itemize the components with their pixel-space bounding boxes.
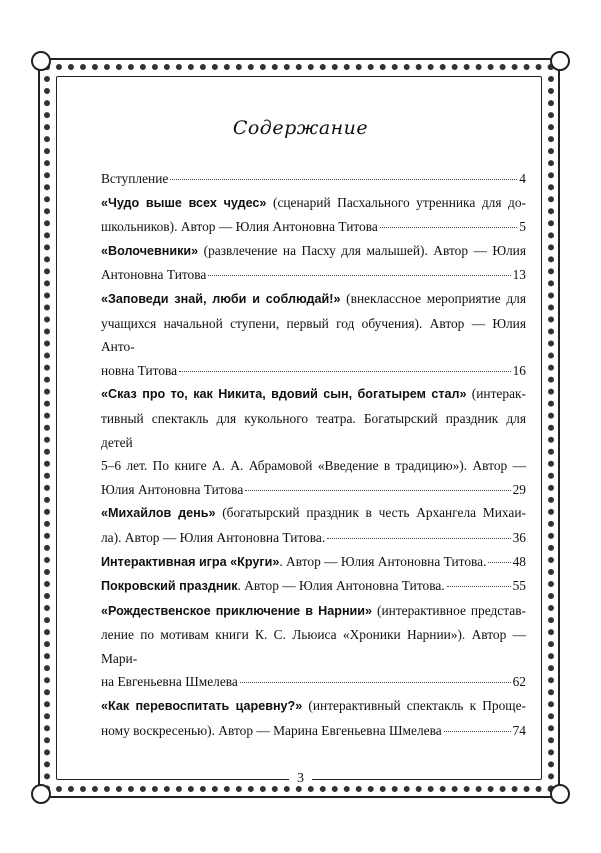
toc-entry-text: тивный спектакль для кукольного театра. Богатырский праздник для детей: [101, 410, 526, 450]
toc-entry-text: Юлия Антоновна Титова: [101, 481, 244, 497]
corner-ornament-top-right: [550, 51, 570, 71]
toc-page-number: 48: [512, 553, 526, 569]
toc-entry-text: (развлечение на Пасху для малышей). Автор — Юлия: [198, 242, 526, 258]
toc-entry[interactable]: [101, 550, 526, 575]
toc-entry[interactable]: [101, 167, 526, 191]
toc-entry-title: Интерактивная игра «Круги»: [101, 554, 280, 569]
toc-entry-text: школьников). Автор — Юлия Антоновна Титова: [101, 219, 378, 235]
toc-entry-text: ление по мотивам книги К. С. Льюиса «Хроники Нарнии»). Автор — Мари-: [101, 627, 526, 666]
toc-entry-text: ла). Автор — Юлия Антоновна Титова.: [101, 529, 326, 545]
corner-ornament-bottom-right: [550, 784, 570, 804]
toc-entry[interactable]: [101, 501, 526, 549]
toc-entry-text: (интерактивное представ-: [372, 602, 526, 618]
corner-ornament-bottom-left: [31, 784, 51, 804]
toc-page-number: 36: [512, 529, 526, 545]
toc-entry[interactable]: [101, 191, 526, 239]
dot-leader: [179, 371, 510, 372]
table-of-contents: [101, 167, 526, 742]
toc-page-number: 16: [512, 362, 526, 378]
dot-leader: [240, 682, 511, 683]
toc-entry-title: «Сказ про то, как Никита, вдовий сын, богатырем стал»: [101, 387, 467, 402]
toc-entry-title: «Михайлов день»: [101, 506, 216, 521]
toc-entry-text: (внеклассное мероприятие для: [340, 290, 526, 306]
toc-entry[interactable]: [101, 694, 526, 742]
toc-entry-text: . Автор — Юлия Антоновна Титова.: [279, 553, 487, 569]
corner-ornament-top-left: [31, 51, 51, 71]
toc-page-number: 5: [519, 219, 526, 235]
page-title: Содержание: [232, 117, 369, 139]
toc-entry-text: на Евгеньевна Шмелева: [101, 674, 238, 690]
toc-entry-text: (интерактивный спектакль к Проще-: [302, 698, 526, 714]
page-number: 3: [0, 771, 601, 787]
toc-entry-text: Вступление: [101, 171, 169, 186]
toc-entry-title: «Заповеди знай, люби и соблюдай!»: [101, 291, 341, 306]
dot-leader: [447, 586, 511, 587]
toc-page-number: 74: [512, 722, 526, 738]
dot-leader: [488, 562, 510, 563]
toc-entry-title: Покровский праздник: [101, 579, 238, 594]
dot-leader: [380, 227, 517, 228]
toc-entry-text: (сценарий Пасхального утренника для до-: [266, 194, 526, 210]
toc-page-number: 4: [519, 171, 526, 186]
dot-leader: [327, 538, 510, 539]
dot-leader: [170, 179, 517, 180]
toc-page-number: 29: [512, 481, 526, 497]
toc-entry-title: «Волочевники»: [101, 243, 199, 258]
toc-entry-title: «Чудо выше всех чудес»: [101, 195, 267, 210]
toc-entry[interactable]: [101, 574, 526, 599]
dot-leader: [444, 731, 511, 732]
toc-entry[interactable]: [101, 287, 526, 382]
toc-entry-text: новна Титова: [101, 362, 178, 378]
toc-page-number: 13: [512, 267, 526, 283]
toc-entry-text: Антоновна Титова: [101, 267, 207, 283]
toc-entry-text: (интерак-: [466, 386, 526, 402]
toc-entry-text: ному воскресенью). Автор — Марина Евгеньевна Шмелева: [101, 722, 442, 738]
dot-leader: [208, 275, 510, 276]
toc-entry-text: . Автор — Юлия Антоновна Титова.: [237, 578, 445, 594]
toc-entry-text: (богатырский праздник в честь Архангела Михаи-: [215, 505, 526, 521]
toc-entry-title: «Как перевоспитать царевну?»: [101, 699, 303, 714]
toc-entry[interactable]: [101, 599, 526, 694]
dot-leader: [245, 490, 510, 491]
toc-entry[interactable]: [101, 382, 526, 501]
toc-entry-text: учащихся начальной ступени, первый год обучения). Автор — Юлия Анто-: [101, 315, 526, 355]
toc-entry[interactable]: [101, 239, 526, 287]
toc-page-number: 55: [512, 578, 526, 594]
toc-entry-title: «Рождественское приключение в Нарнии»: [101, 603, 373, 618]
toc-entry-text: 5–6 лет. По книге А. А. Абрамовой «Введение в традицию»). Автор —: [101, 458, 526, 474]
toc-page-number: 62: [512, 674, 526, 690]
